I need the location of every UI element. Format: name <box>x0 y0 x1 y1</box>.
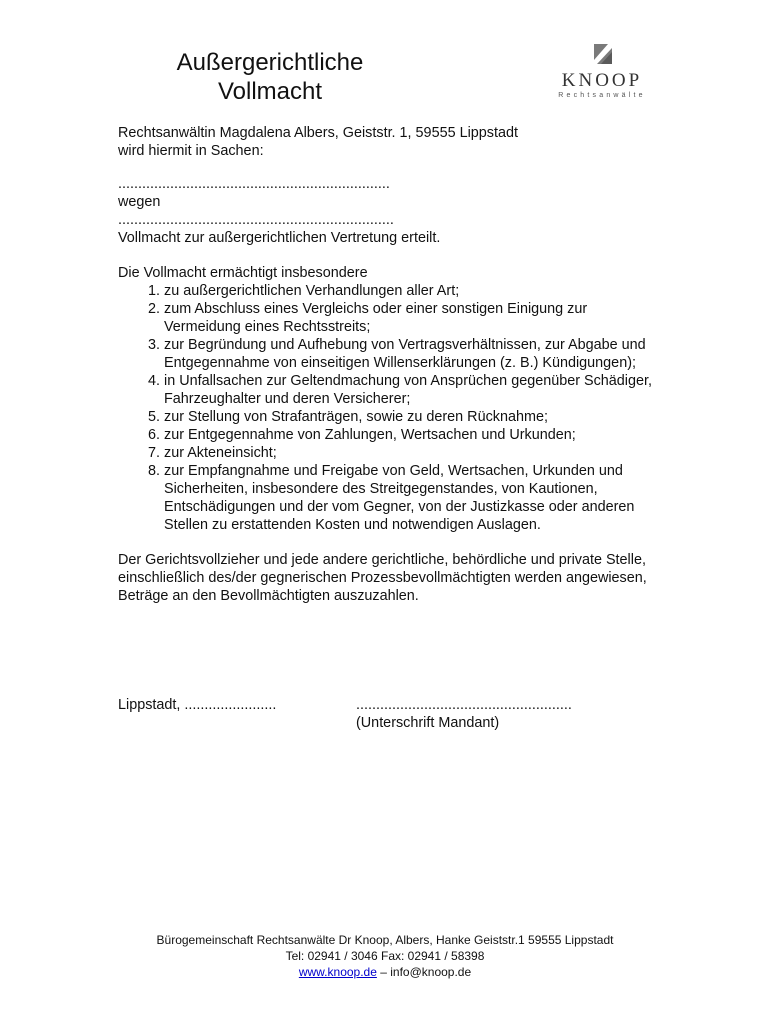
list-item: 3. zur Begründung und Aufhebung von Vertragsverhältnissen, zur Abgabe und Entgegennahme von einseitigen Willenserklärungen (z. B.) Kündigungen); <box>164 336 658 372</box>
signature-place-date: Lippstadt, ....................... <box>118 697 277 713</box>
footer-address: Bürogemeinschaft Rechtsanwälte Dr Knoop, Albers, Hanke Geiststr.1 59555 Lippstadt <box>156 933 614 947</box>
reason-dots: ..................................................................... <box>118 212 394 228</box>
firm-logo <box>556 44 648 104</box>
intro-line-1: Rechtsanwältin Magdalena Albers, Geiststr. 1, 59555 Lippstadt <box>118 125 518 141</box>
footer-email: info@knoop.de <box>390 965 472 979</box>
signature-line: ...................................................... <box>356 697 572 713</box>
list-item: 8. zur Empfangnahme und Freigabe von Geld, Wertsachen, Urkunden und Sicherheiten, insbesondere des Streitgegenstandes, von Kautionen, Entschädigungen und der vom Gegner, von der Justizkasse oder anderen Stellen zu erstattenden Kosten und notwendigen Auslagen. <box>164 462 658 534</box>
list-item: 2. zum Abschluss eines Vergleichs oder einer sonstigen Einigung zur Vermeidung eines Rechtsstreits; <box>164 300 658 336</box>
logo-name: KNOOP <box>561 70 643 91</box>
document-footer <box>0 932 770 980</box>
website-link[interactable]: www.knoop.de <box>298 965 377 979</box>
list-item: 5. zur Stellung von Strafanträgen, sowie zu deren Rücknahme; <box>164 408 658 426</box>
wegen-label: wegen <box>118 194 161 210</box>
signature-block <box>356 696 572 732</box>
list-item: 6. zur Entgegennahme von Zahlungen, Wertsachen und Urkunden; <box>164 426 658 444</box>
list-item: 4. in Unfallsachen zur Geltendmachung von Ansprüchen gegenüber Schädiger, Fahrzeughalter und deren Versicherer; <box>164 372 658 408</box>
footer-phone: Tel: 02941 / 3046 Fax: 02941 / 58398 <box>285 949 485 963</box>
signature-caption: (Unterschrift Mandant) <box>356 715 500 731</box>
footer-contact <box>0 964 770 980</box>
powers-list <box>118 282 658 534</box>
list-item: 7. zur Akteneinsicht; <box>164 444 658 462</box>
closing-paragraph: Der Gerichtsvollzieher und jede andere gerichtliche, behördliche und private Stelle, einschließlich des/der gegnerischen Prozessbevollmächtigten werden angewiesen, Beträge an den Bevollmächtigten auszuzahlen. <box>118 552 647 604</box>
logo-mark-icon <box>594 44 612 64</box>
list-item: 1. zu außergerichtlichen Verhandlungen aller Art; <box>164 282 658 300</box>
powers-heading: Die Vollmacht ermächtigt insbesondere <box>118 265 368 281</box>
matter-dots: .................................................................... <box>118 176 390 192</box>
logo-subtitle: Rechtsanwälte <box>558 92 646 99</box>
footer-separator: – <box>376 965 391 979</box>
intro-line-3: Vollmacht zur außergerichtlichen Vertretung erteilt. <box>118 230 441 246</box>
document-body <box>118 124 658 605</box>
title-line-2: Vollmacht <box>217 78 323 105</box>
title-line-1: Außergerichtliche <box>176 49 364 76</box>
intro-line-2: wird hiermit in Sachen: <box>118 143 264 159</box>
document-title <box>150 48 390 106</box>
